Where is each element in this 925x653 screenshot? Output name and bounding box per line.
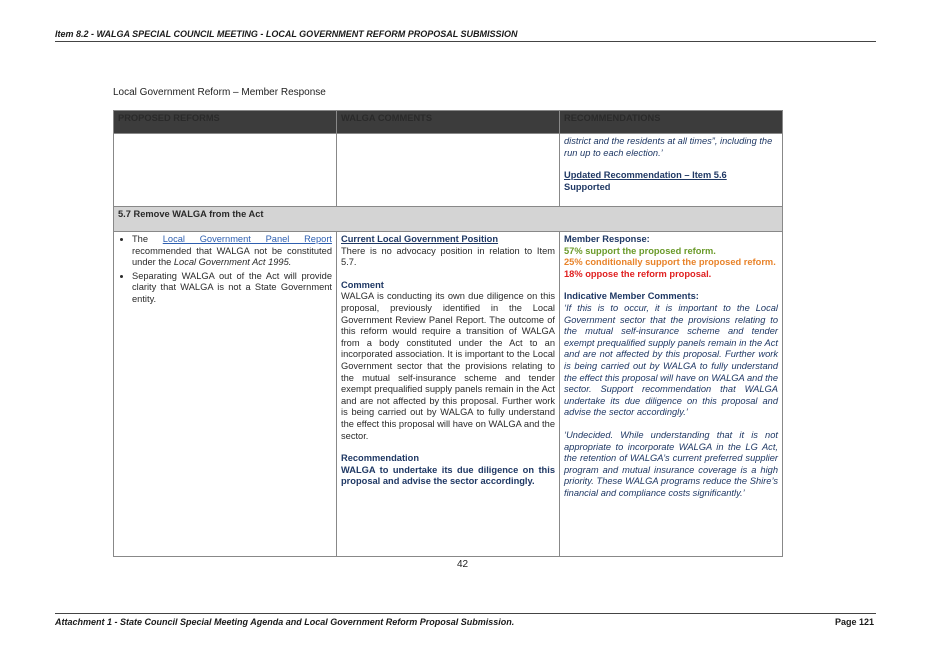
- carry-over-comments-cell: [337, 134, 560, 207]
- table-header-row: [114, 111, 783, 134]
- section-title-row: [114, 207, 783, 232]
- support-percentage: 57% support the proposed reform.: [564, 245, 716, 256]
- recommendations-cell: [560, 232, 783, 557]
- updated-recommendation-label: Updated Recommendation – Item 5.6: [564, 170, 727, 181]
- page-title: Local Government Reform – Member Response: [113, 87, 326, 98]
- reform-table: [113, 110, 783, 557]
- carry-over-row: [114, 134, 783, 207]
- member-response-heading: Member Response:: [564, 234, 650, 244]
- footer-page: Page 121: [834, 617, 874, 627]
- oppose-percentage: 18% oppose the reform proposal.: [564, 268, 712, 279]
- reforms-list: [118, 234, 332, 306]
- page-number: 42: [456, 559, 469, 570]
- member-quote-2: ‘Undecided. While understanding that it is not appropriate to incorporate WALGA in the LG Act, the retention of WALGA’s current preferred supplier program and mutual insurance coverage is a high priority. These WALGA programs reduce the Shire’s financial and compliance costs significantly.’: [564, 429, 778, 498]
- document-header: [55, 29, 876, 42]
- recommendation-heading: Recommendation: [341, 453, 420, 464]
- comment-heading: Comment: [341, 279, 384, 290]
- column-header-recommendations: RECOMMENDATIONS: [560, 111, 783, 134]
- column-header-proposed-reforms: PROPOSED REFORMS: [114, 111, 337, 134]
- comments-cell: [337, 232, 560, 557]
- supported-label: Supported: [564, 181, 611, 192]
- conditional-support-percentage: 25% conditionally support the proposed reform.: [564, 257, 776, 268]
- panel-report-link[interactable]: Local Government Panel Report: [162, 234, 332, 244]
- member-quote-1: ‘If this is to occur, it is important to the Local Government sector that the provisions relating to the mutual self-insurance scheme and tender exempt prequalified supply panels remain in the Act and are not affected by this proposal. Further work is being carried out by WALGA to fully understand the effect this proposal will have on WALGA and the sector. Support recommendation that WALGA undertake its due diligence on this proposal and advise the sector accordingly.’: [564, 302, 778, 418]
- carry-over-reforms-cell: [114, 134, 337, 207]
- recommendation-text: WALGA to undertake its due diligence on this proposal and advise the sector accordingly.: [341, 464, 555, 487]
- list-item: • Separating WALGA out of the Act will provide clarity that WALGA is not a State Government entity.: [132, 271, 332, 306]
- header-title: Item 8.2 - WALGA SPECIAL COUNCIL MEETING - LOCAL GOVERNMENT REFORM PROPOSAL SUBMISSION: [55, 29, 518, 39]
- position-text: There is no advocacy position in relation to Item 5.7.: [341, 245, 555, 268]
- carry-over-recommendations-cell: [560, 134, 783, 207]
- indicative-comments-heading: Indicative Member Comments:: [564, 291, 699, 302]
- column-header-walga-comments: WALGA COMMENTS: [337, 111, 560, 134]
- position-heading: Current Local Government Position: [341, 234, 499, 244]
- list-item: • The Local Government Panel Report recommended that WALGA not be constituted under the Local Government Act 1995.: [132, 234, 332, 269]
- reforms-cell: [114, 232, 337, 557]
- act-name: Local Government Act 1995.: [173, 257, 292, 268]
- footer-text: Attachment 1 - State Council Special Meeting Agenda and Local Government Reform Proposal Submission.: [55, 617, 515, 627]
- section-title: 5.7 Remove WALGA from the Act: [114, 207, 783, 232]
- section-content-row: [114, 232, 783, 557]
- carry-over-text: district and the residents at all times”, including the run up to each election.’: [564, 136, 773, 158]
- comment-text: WALGA is conducting its own due diligence on this proposal, previously identified in the Local Government Review Panel Report. The outcome of this reform would require a transition of WALGA from a body constituted under the Act to an incorporated association. It is important to the Local Government sector that the provisions relating to the mutual self-insurance scheme and tender exempt prequalified supply panels remain in the Act and are not affected by this proposal. Further work is being carried out by WALGA to fully understand the effect this proposal will have on WALGA and the sector.: [341, 291, 555, 441]
- document-footer: [55, 613, 876, 627]
